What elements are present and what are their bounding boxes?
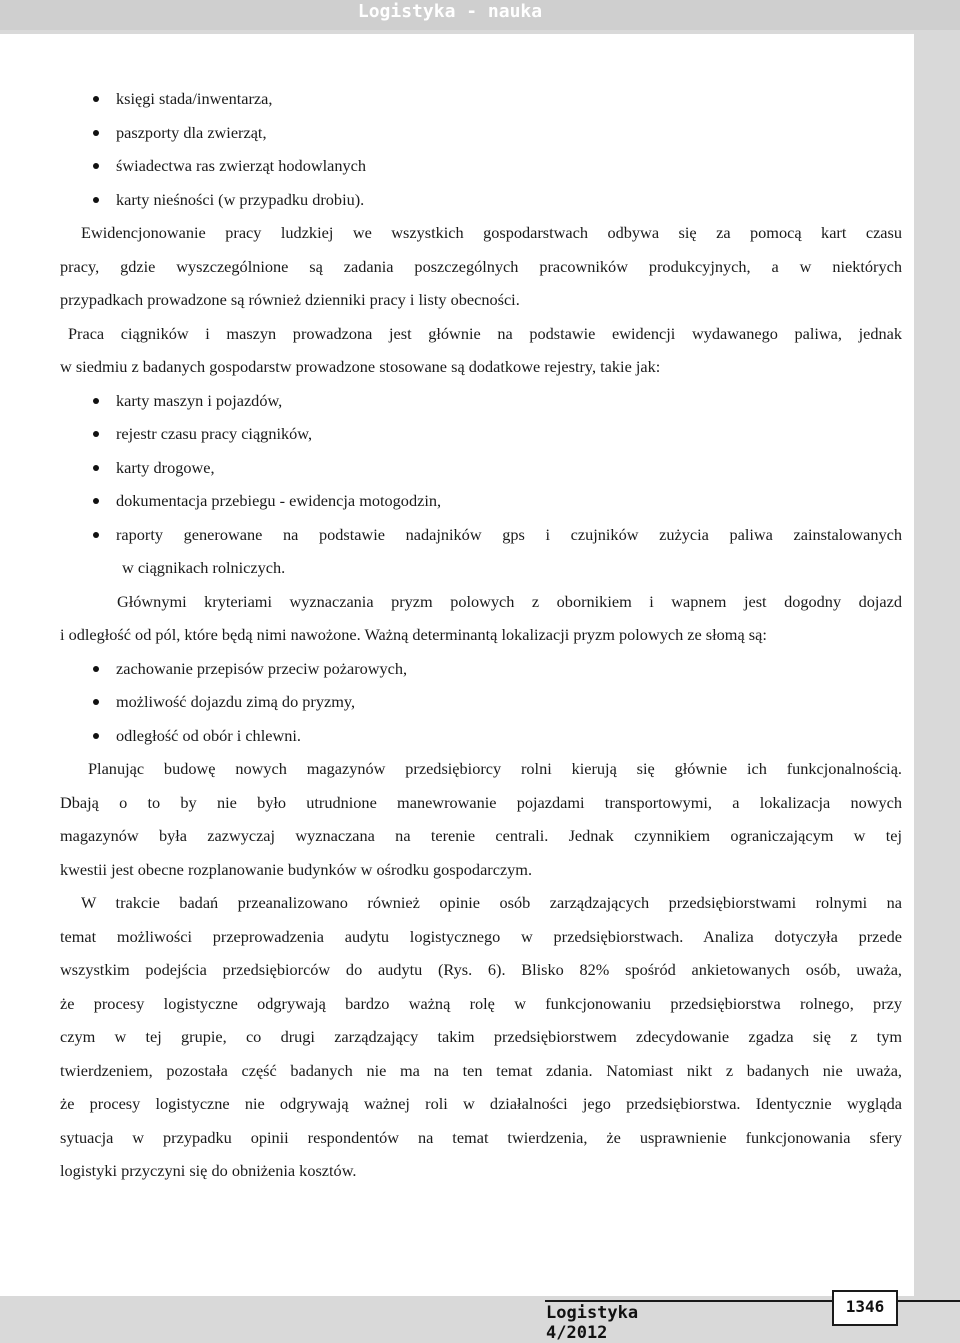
list-item: karty nieśności (w przypadku drobiu).	[60, 183, 902, 217]
paragraph-line: przypadkach prowadzone są również dzienniki pracy i listy obecności.	[60, 290, 520, 309]
paragraph-line: twierdzeniem, pozostała część badanych nie ma na ten temat zdania. Natomiast nikt z badanych nie uważa,	[60, 1060, 902, 1080]
body-text	[60, 82, 902, 1188]
paragraph-line: Praca ciągników i maszyn prowadzona jest głównie na podstawie ewidencji wydawanego paliwa, jednak	[68, 323, 902, 343]
paragraph-line: logistyki przyczyni się do obniżenia kosztów.	[60, 1161, 357, 1180]
bullet-icon	[93, 465, 99, 471]
paragraph-line: kwestii jest obecne rozplanowanie budynków w ośrodku gospodarczym.	[60, 859, 533, 879]
bullet-icon	[93, 699, 99, 705]
bullet-icon	[93, 197, 99, 203]
bullet-icon	[93, 532, 99, 538]
running-header	[0, 0, 960, 30]
list-item: karty drogowe,	[60, 451, 902, 485]
list-item: rejestr czasu pracy ciągników,	[60, 417, 902, 451]
page-number: 1346	[832, 1290, 898, 1326]
list-item: dokumentacja przebiegu - ewidencja motogodzin,	[60, 484, 902, 518]
paragraph-line: temat możliwości przeprowadzenia audytu logistycznego w przedsiębiorstwach. Analiza dotyczyła przede	[60, 926, 902, 946]
bullet-icon	[93, 498, 99, 504]
paragraph-line: że procesy logistyczne odgrywają bardzo ważną rolę w funkcjonowaniu przedsiębiorstwa rolnego, przy	[60, 993, 902, 1013]
paragraph-line: Ewidencjonowanie pracy ludzkiej we wszystkich gospodarstwach odbywa się za pomocą kart czasu	[81, 223, 902, 242]
paragraph-line: wszystkim podejścia przedsiębiorców do audytu (Rys. 6). Blisko 82% spośród ankietowanych osób, uważa,	[60, 960, 902, 979]
paragraph-line: że procesy logistyczne nie odgrywają ważnej roli w działalności jego przedsiębiorstwa. Identycznie wygląda	[60, 1094, 902, 1113]
header-title: Logistyka - nauka	[357, 1, 543, 22]
paragraph-line: pracy, gdzie wyszczególnione są zadania poszczególnych pracowników produkcyjnych, a w niektórych	[60, 256, 902, 276]
list-item-continuation: w ciągnikach rolniczych.	[122, 558, 286, 577]
bullet-icon	[93, 733, 99, 739]
bullet-icon	[93, 130, 99, 136]
list-item: karty maszyn i pojazdów,	[60, 384, 902, 418]
paragraph-line: w siedmiu z badanych gospodarstw prowadzone stosowane są dodatkowe rejestry, takie jak:	[60, 357, 661, 376]
paragraph-line: sytuacja w przypadku opinii respondentów na temat twierdzenia, że usprawnienie funkcjonowania sfery	[60, 1127, 902, 1147]
paragraph-line: Głównymi kryteriami wyznaczania pryzm polowych z obornikiem i wapnem jest dogodny dojazd	[117, 591, 902, 611]
page	[0, 34, 914, 1296]
list-item: raporty generowane na podstawie nadajników gps i czujników zużycia paliwa zainstalowanych	[60, 518, 902, 552]
bullet-icon	[93, 666, 99, 672]
paragraph-line: i odległość od pól, które będą nimi nawożone. Ważną determinantą lokalizacji pryzm polowych ze słomą są:	[60, 625, 767, 644]
list-item: księgi stada/inwentarza,	[60, 82, 902, 116]
paragraph-line: W trakcie badań przeanalizowano również opinie osób zarządzających przedsiębiorstwami rolnymi na	[81, 893, 902, 912]
paragraph-line: Dbają o to by nie było utrudnione manewrowanie pojazdami transportowymi, a lokalizacja nowych	[60, 792, 902, 812]
bullet-icon	[93, 163, 99, 169]
paragraph-line: Planując budowę nowych magazynów przedsiębiorcy rolni kierują się głównie ich funkcjonalnością.	[88, 759, 902, 778]
list-item: świadectwa ras zwierząt hodowlanych	[60, 149, 902, 183]
bullet-icon	[93, 398, 99, 404]
list-item: możliwość dojazdu zimą do pryzmy,	[60, 685, 902, 719]
list-item: zachowanie przepisów przeciw pożarowych,	[60, 652, 902, 686]
bullet-icon	[93, 96, 99, 102]
paragraph-line: czym w tej grupie, co drugi zarządzający takim przedsiębiorstwem zdecydowanie zgadza się z tym	[60, 1027, 902, 1046]
footer-journal-title: Logistyka 4/2012	[546, 1303, 639, 1343]
list-item: paszporty dla zwierząt,	[60, 116, 902, 150]
list-item: odległość od obór i chlewni.	[60, 719, 902, 753]
bullet-icon	[93, 431, 99, 437]
paragraph-line: magazynów była zazwyczaj wyznaczana na terenie centrali. Jednak czynnikiem ograniczającym w tej	[60, 826, 902, 845]
